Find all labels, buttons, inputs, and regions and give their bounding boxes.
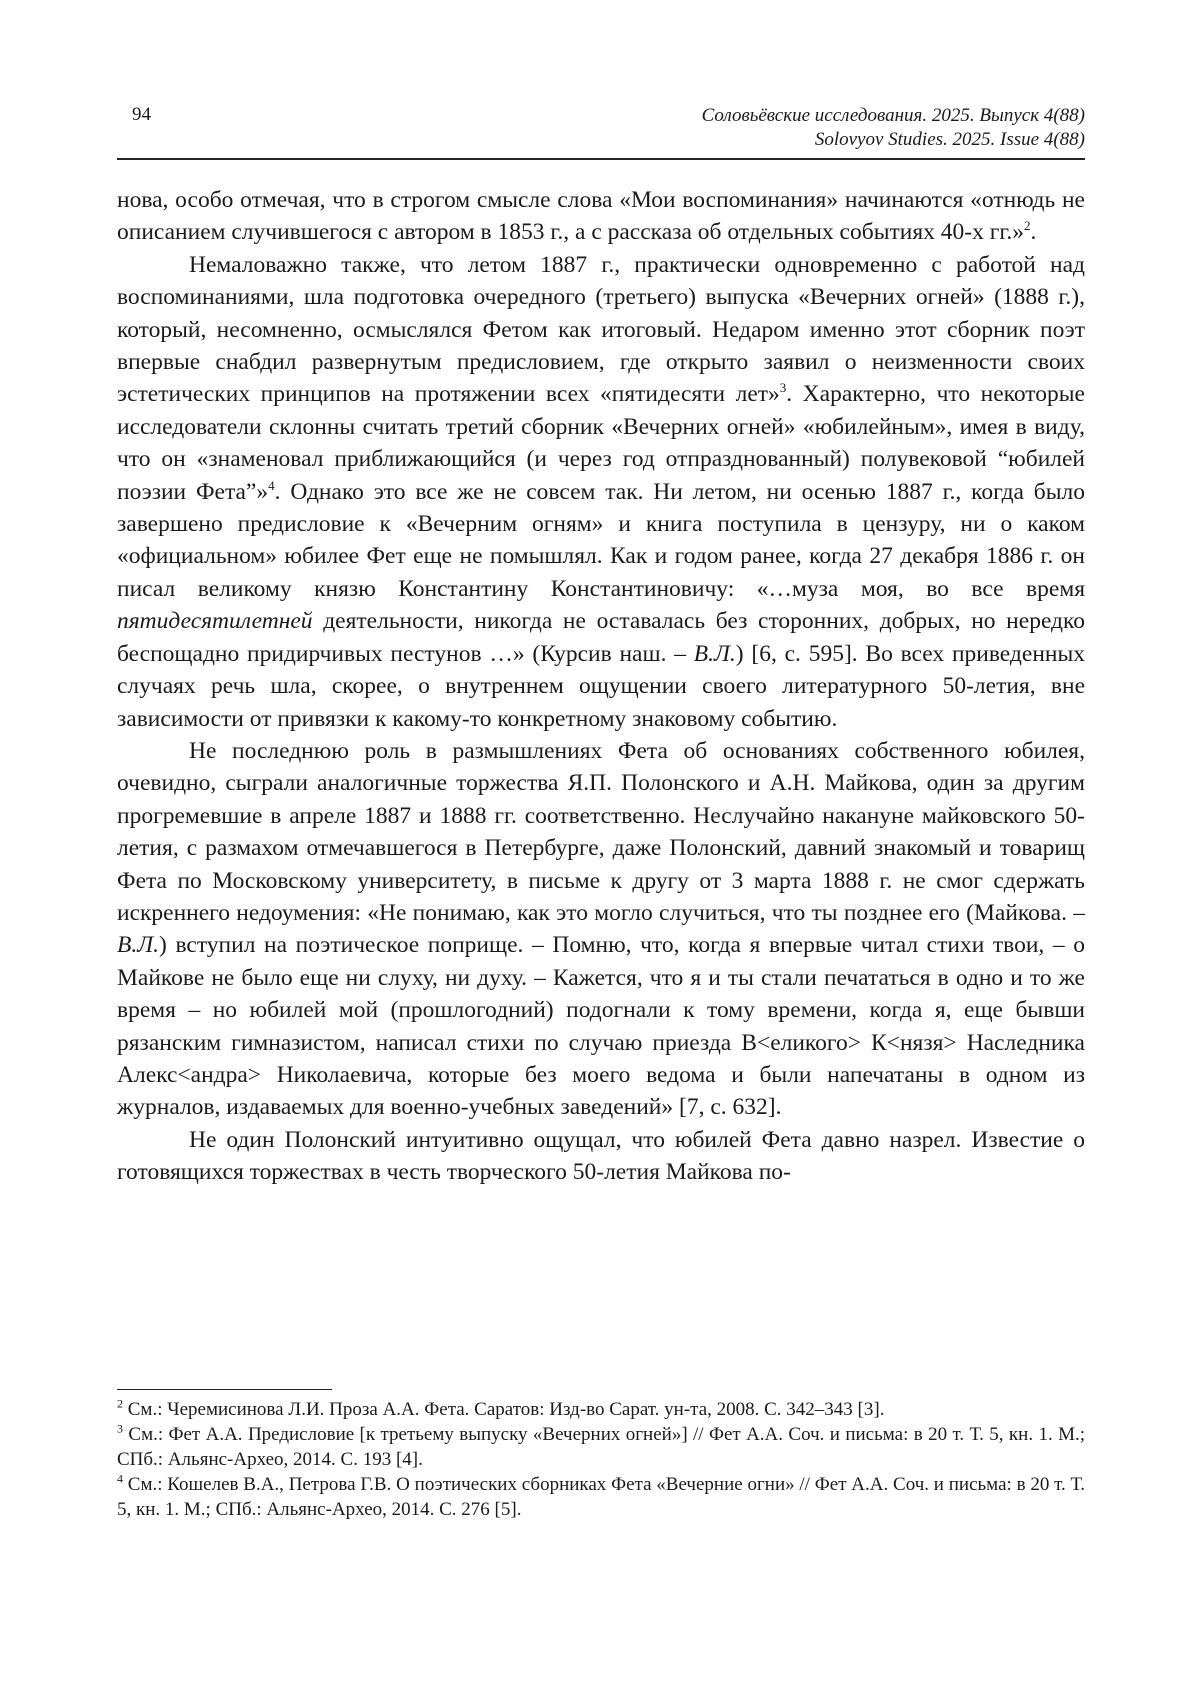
italic-emphasis: пятидесятилетней — [117, 608, 313, 635]
footnote-4: $^4$ См.: Кошелев В.А., Петрова Г.В. О поэтических сборниках Фета «Вечерние огни» // Фет А.А. Соч. и письма: в 20 т. Т. 5, кн. 1. М.; СПб.: Альянс-Архео, 2014. С. 276 [5]. — [117, 1471, 1085, 1520]
page-number: 94 — [132, 104, 151, 125]
footnote-2: $^2$ См.: Черемисинова Л.И. Проза А.А. Фета. Саратов: Изд-во Сарат. ун-та, 2008. С. 342–343 [3]. — [117, 1396, 885, 1420]
page — [117, 100, 1086, 1520]
paragraph-2: Немаловажно также, что летом 1887 г., практически одновременно с работой над воспоминаниями, шла подготовка очередного (третьего) выпуска «Вечерних огней» (1888 г.), который, несомненно, осмыслялся Фетом как итоговый. Недаром именно этот сборник поэт впервые снабдил развернутым предисловием, где открыто заявил о неизменности своих эстетических принципов на протяжении всех «пятидесяти лет»$^3$. Характерно, что некоторые исследователи склонны считать третий сборник «Вечерних огней» «юбилейным», имея в виду, что он «знаменовал приближающийся (и через год отпразднованный) полувековой “юбилей поэзии Фета”»$^4$. Однако это все же не совсем так. Ни летом, ни осенью 1887 г., когда было завершено предисловие к «Вечерним огням» и книга поступила в цензуру, ни о каком «официальном» юбилее Фет еще не помышлял. Как и годом ранее, когда 27 декабря 1886 г. он писал великому князю Константину Константиновичу: «…муза моя, во все время пятидесятилетней деятельности, никогда не оставалась без сторонних, добрых, но нередко беспощадно придирчивых пестунов …» (Курсив наш. – В.Л.) [6, с. 595]. Во всех приведенных случаях речь шла, скорее, о внутреннем ощущении своего литературного 50-летия, вне зависимости от привязки к какому-то конкретному знаковому событию. — [117, 251, 1086, 732]
paragraph-1: нова, особо отмечая, что в строгом смысле слова «Мои воспоминания» начинаются «отнюдь не описанием случившегося с автором в 1853 г., а с рассказа об отдельных событиях 40-х гг.»$^2$. — [117, 187, 1085, 246]
author-initials: В.Л. — [117, 932, 160, 959]
running-header — [117, 100, 1085, 156]
journal-title — [702, 104, 1085, 152]
author-initials: В.Л. — [693, 640, 736, 667]
paragraph-3: Не последнюю роль в размышлениях Фета об основаниях собственного юбилея, очевидно, сыграли аналогичные торжества Я.П. Полонского и А.Н. Майкова, один за другим прогремевшие в апреле 1887 и 1888 гг. соответственно. Неслучайно накануне майковского 50-летия, с размахом отмечавшегося в Петербурге, даже Полонский, давний знакомый и товарищ Фета по Московскому университету, в письме к другу от 3 марта 1888 г. не смог сдержать искреннего недоумения: «Не понимаю, как это могло случиться, что ты позднее его (Майкова. – В.Л.) вступил на поэтическое поприще. – Помню, что, когда я впервые читал стихи твои, – о Майкове не было еще ни слуху, ни духу. – Кажется, что я и ты стали печататься в одно и то же время – но юбилей мой (прошлогодний) подогнали к тому времени, когда я, еще бывши рязанским гимназистом, написал стихи по случаю приезда В<еликого> К<нязя> Наследника Алекс<андра> Николаевича, которые без моего ведома и были напечатаны в одном из журналов, издаваемых для военно-учебных заведений» [7, с. 632]. — [117, 737, 1085, 1121]
footnote-3: $^3$ См.: Фет А.А. Предисловие [к третьему выпуску «Вечерних огней»] // Фет А.А. Соч. и письма: в 20 т. Т. 5, кн. 1. М.; СПб.: Альянс-Архео, 2014. С. 193 [4]. — [117, 1422, 1086, 1470]
footnote-ref-4[interactable]: 4 — [268, 477, 275, 493]
footnote-divider — [117, 1389, 332, 1390]
footnote-ref-2[interactable]: 2 — [1023, 218, 1031, 234]
body-text — [117, 184, 1085, 1189]
header-divider — [117, 158, 1085, 160]
footnotes — [117, 1398, 1085, 1523]
footnote-ref-3[interactable]: 3 — [779, 380, 787, 396]
paragraph-4: Не один Полонский интуитивно ощущал, что юбилей Фета давно назрел. Известие о готовящихся торжествах в честь творческого 50-летия Майкова по- — [117, 1126, 1085, 1186]
journal-title-ru: Соловьёвские исследования. 2025. Выпуск 4(88) — [701, 105, 1085, 126]
journal-title-en: Solovyov Studies. 2025. Issue 4(88) — [814, 129, 1085, 150]
